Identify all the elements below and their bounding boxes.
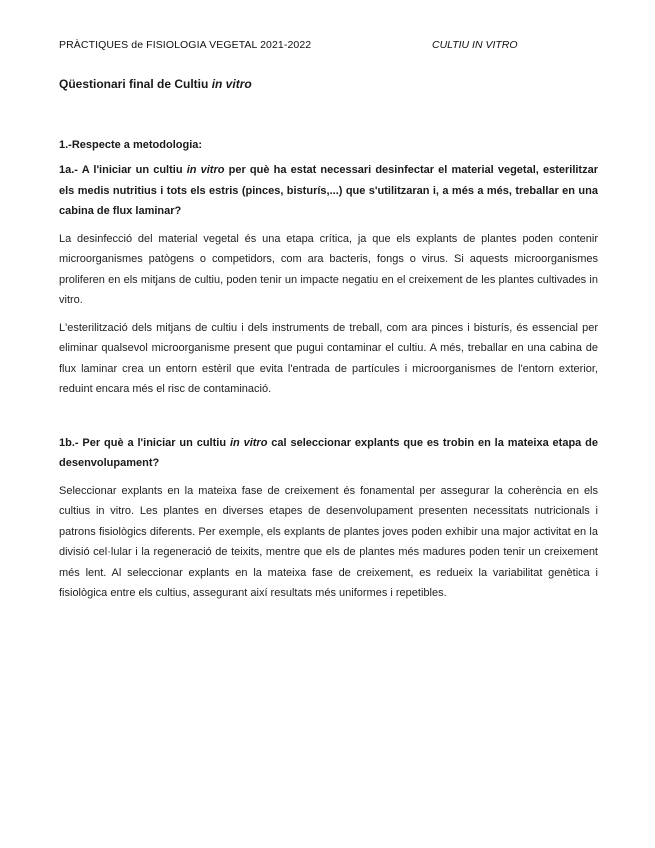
document-title-text: Qüestionari final de Cultiu [59,77,212,91]
question-1b-italic: in vitro [229,436,268,449]
question-1a-end: per què ha estat necessari desinfectar el material vegetal, esterilitzar els medis nutritius i tots els estris (pinces, bisturís,...) que s'utilitzaran i, a més a més, treballar en una cabina de flux laminar? [59,164,598,217]
document-title-italic: in vitro [211,77,252,91]
question-1b-end: cal seleccionar explants que es trobin en la mateixa etapa de desenvolupament? [59,436,599,469]
question-1b [59,433,598,474]
header-topic: CULTIU IN VITRO [432,39,518,51]
answer-1b-paragraph-1: Seleccionar explants en la mateixa fase de creixement és fonamental per assegurar la coherència en els cultius in vitro. Les plantes en diverses etapes de desenvolupament presenten necessitats nutricionals i patrons fisiològics diferents. Per exemple, els explants de plantes joves poden exhibir una major activitat en la divisió cel·lular i la regeneració de teixits, mentre que els de plantes més madures poden tenir un creixement més lent. Al seleccionar explants en la mateixa fase de creixement, es redueix la variabilitat genètica i fisiològica entre els cultius, assegurant així resultats més uniformes i repetibles. [59,484,598,599]
question-1a-italic: in vitro [186,164,225,176]
header-course-title: PRÀCTIQUES de FISIOLOGIA VEGETAL 2021-2022 [59,39,312,51]
page-header [59,39,599,55]
question-1a [59,160,598,222]
document-body [59,76,598,604]
question-1b-start: 1b.- Per què a l'iniciar un cultiu [59,436,230,449]
answer-1a-paragraph-1: La desinfecció del material vegetal és una etapa crítica, ja que els explants de plantes poden contenir microorganismes patògens o competidors, com ara bacteris, fongs o virus. Si aquests microorganismes proliferen en els mitjans de cultiu, poden tenir un impacte negatiu en el creixement de les plantes cultivades in vitro. [59,232,598,306]
question-1a-start: 1a.- A l'iniciar un cultiu [59,164,187,176]
section-heading-methodology: 1.-Respecte a metodologia: [59,139,203,151]
answer-1a-paragraph-2: L'esterilització dels mitjans de cultiu i dels instruments de treball, com ara pinces i bisturís, és essencial per eliminar qualsevol microorganisme present que pugui contaminar el cultiu. A més, treballar en una cabina de flux laminar crea un entorn estèril que evita l'entrada de partícules i microorganismes de l'entorn exterior, reduint encara més el risc de contaminació. [59,321,598,395]
document-title [59,76,598,92]
